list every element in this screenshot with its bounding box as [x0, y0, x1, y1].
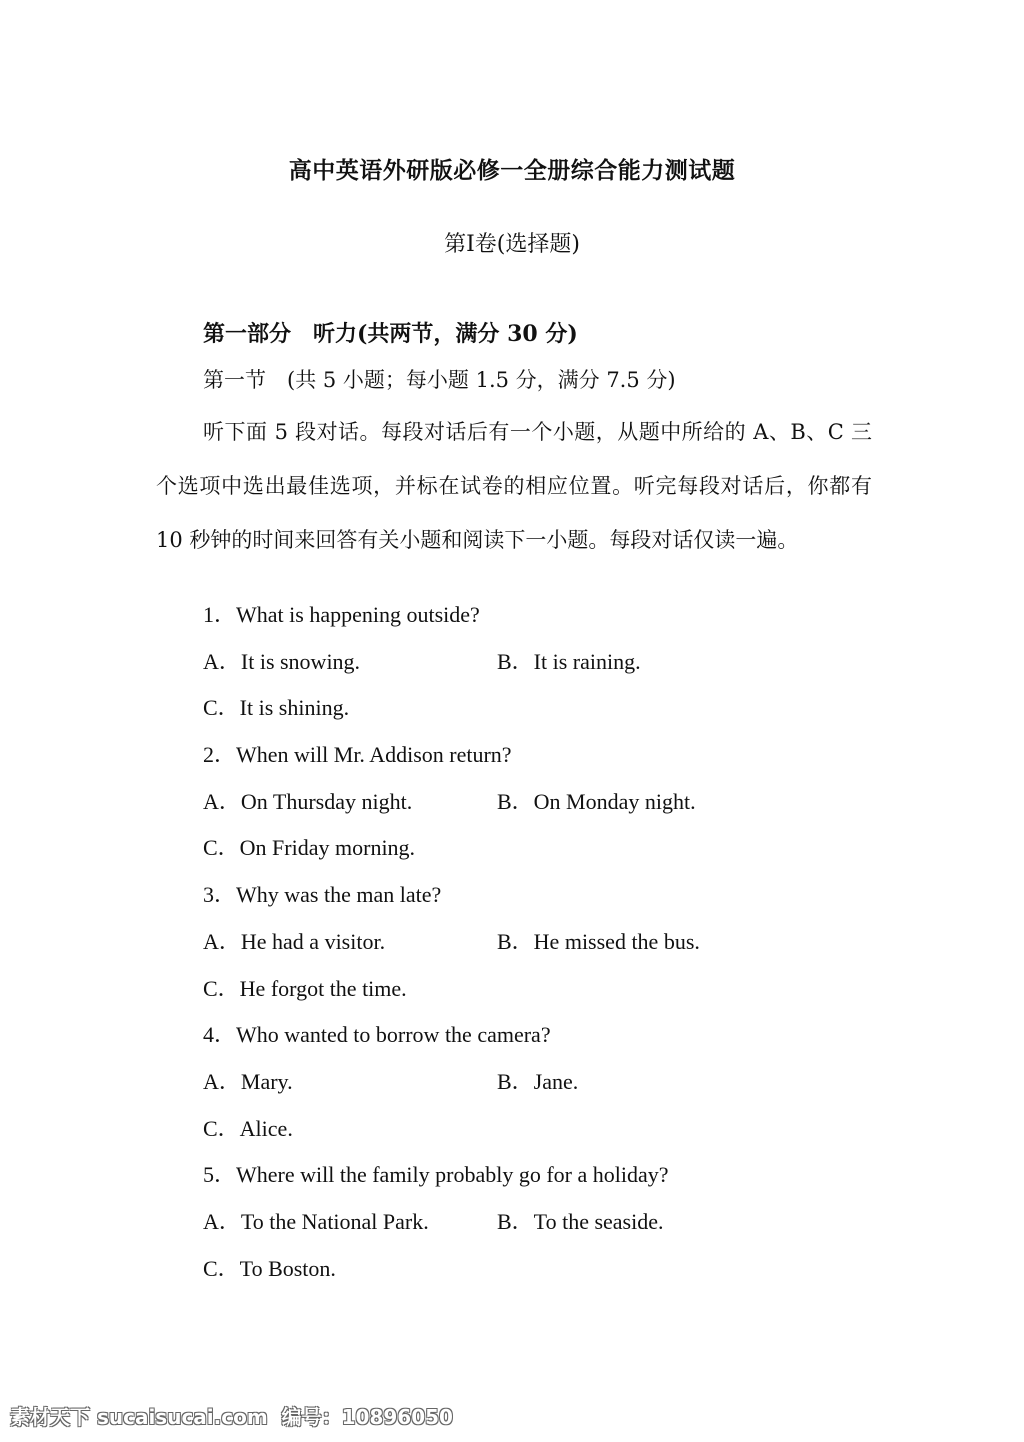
option-c: C．On Friday morning.	[203, 835, 416, 861]
section-heading: 第一节 (共 5 小题；每小题 1.5 分，满分 7.5 分)	[203, 368, 676, 392]
option-a: A．On Thursday night.	[203, 788, 413, 814]
option-b: B．On Monday night.	[497, 788, 696, 814]
option-c: C．Alice.	[203, 1115, 293, 1141]
option-c: C．It is shining.	[203, 695, 350, 721]
option-a: A．Mary.	[203, 1068, 293, 1094]
option-a: A．He had a visitor.	[203, 928, 386, 954]
option-row	[203, 779, 883, 826]
volume-title: 第Ⅰ卷(选择题)	[444, 232, 580, 257]
option-b: B．To the seaside.	[497, 1208, 664, 1234]
option-b: B．Jane.	[497, 1068, 579, 1094]
option-row	[203, 919, 883, 966]
option-row	[203, 1199, 883, 1246]
question-stem: 4．Who wanted to borrow the camera?	[203, 1022, 551, 1048]
option-b: B．It is raining.	[497, 648, 641, 674]
question-stem: 3．Why was the man late?	[203, 882, 442, 908]
option-a: A．To the National Park.	[203, 1208, 429, 1234]
part-heading: 第一部分 听力(共两节，满分 30 分)	[203, 321, 578, 347]
question-stem: 1．What is happening outside?	[203, 602, 480, 627]
watermark-footer: 素材天下 sucaisucai.com 编号：10896050	[10, 1405, 453, 1429]
question-list	[203, 592, 883, 1292]
option-b: B．He missed the bus.	[497, 928, 700, 954]
option-a: A．It is snowing.	[203, 648, 361, 674]
option-c: C．He forgot the time.	[203, 975, 407, 1001]
question-stem: 5．Where will the family probably go for a holiday?	[203, 1162, 669, 1188]
option-row	[203, 639, 883, 686]
option-row	[203, 1059, 883, 1106]
question-stem: 2．When will Mr. Addison return?	[203, 742, 512, 768]
instructions-paragraph: 听下面 5 段对话。每段对话后有一个小题，从题中所给的 A、B、C 三个选项中选出最佳选项，并标在试卷的相应位置。听完每段对话后，你都有 10 秒钟的时间来回答有关小题和阅读下一小题。每段对话仅读一遍。	[156, 420, 872, 552]
document-title: 高中英语外研版必修一全册综合能力测试题	[288, 157, 736, 184]
option-c: C．To Boston.	[203, 1255, 336, 1281]
